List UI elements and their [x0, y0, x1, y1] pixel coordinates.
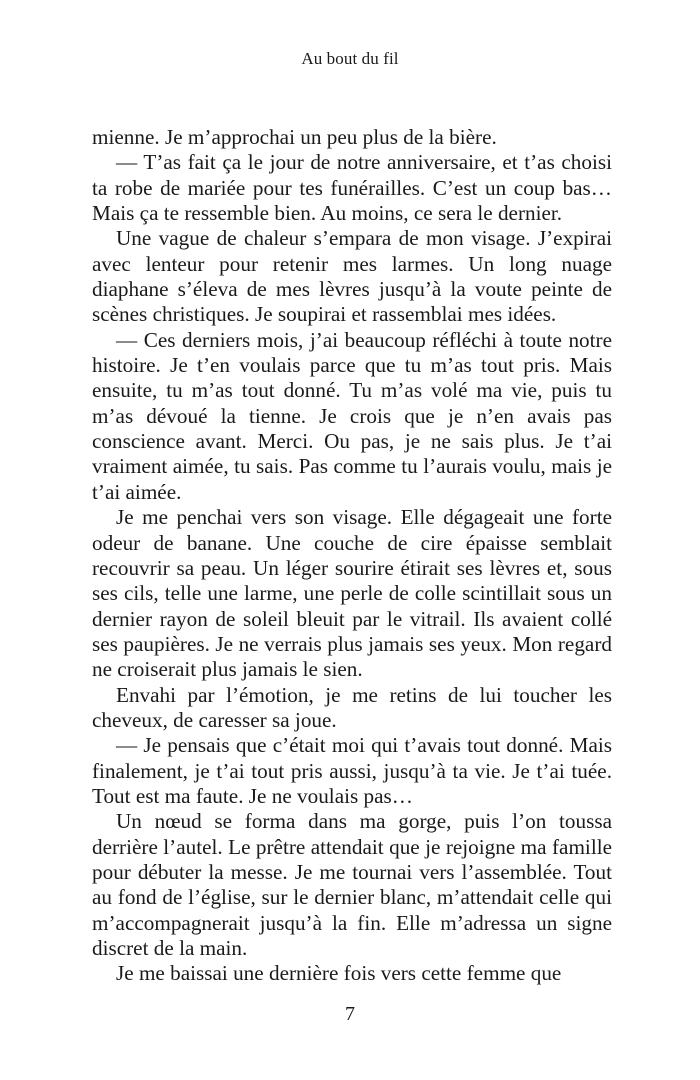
paragraph-9: Je me baissai une dernière fois vers cette femme que	[116, 961, 562, 986]
paragraph-4: — Ces derniers mois, j’ai beaucoup réfléchi à toute notre histoire. Je t’en voulais parce que tu m’as tout pris. Mais ensuite, tu m’as tout donné. Tu m’as volé ma vie, puis tu m’as dévoué la tienne. Je crois que je n’en avais pas conscience avant. Merci. Ou pas, je ne sais plus. Je t’ai vraiment aimée, tu sais. Pas comme tu l’aurais voulu, mais je t’ai aimée.	[92, 327, 612, 504]
running-head: Au bout du fil	[301, 49, 399, 68]
paragraph-3: Une vague de chaleur s’empara de mon visage. J’expirai avec lenteur pour retenir mes larmes. Un long nuage diaphane s’éleva de mes lèvres jusqu’à la voute peinte de scènes christiques. Je soupirai et rassemblai mes idées.	[92, 226, 612, 327]
paragraph-5: Je me penchai vers son visage. Elle dégageait une forte odeur de banane. Une couche de cire épaisse semblait recouvrir sa peau. Un léger sourire étirait ses lèvres et, sous ses cils, telle une larme, une perle de colle scintillait sous un dernier rayon de soleil bleuit par le vitrail. Ils avaient collé ses paupières. Je ne verrais plus jamais ses yeux. Mon regard ne croiserait plus jamais le sien.	[92, 505, 612, 682]
paragraph-7: — Je pensais que c’était moi qui t’avais tout donné. Mais finalement, je t’ai tout pris aussi, jusqu’à ta vie. Je t’ai tuée. Tout est ma faute. Je ne voulais pas…	[92, 733, 612, 808]
body-text	[92, 125, 612, 987]
page-number: 7	[345, 1003, 355, 1025]
paragraph-2: — T’as fait ça le jour de notre anniversaire, et t’as choisi ta robe de mariée pour tes funérailles. C’est un coup bas… Mais ça te ressemble bien. Au moins, ce sera le dernier.	[92, 150, 612, 226]
paragraph-6: Envahi par l’émotion, je me retins de lui toucher les cheveux, de caresser sa joue.	[92, 682, 612, 732]
paragraph-1: mienne. Je m’approchai un peu plus de la bière.	[92, 125, 497, 149]
paragraph-8: Un nœud se forma dans ma gorge, puis l’on toussa derrière l’autel. Le prêtre attendait que je rejoigne ma famille pour débuter la messe. Je me tournai vers l’assemblée. Tout au fond de l’église, sur le dernier blanc, m’attendait celle qui m’accompagnerait jusqu’à la fin. Elle m’adressa un signe discret de la main.	[92, 809, 612, 960]
